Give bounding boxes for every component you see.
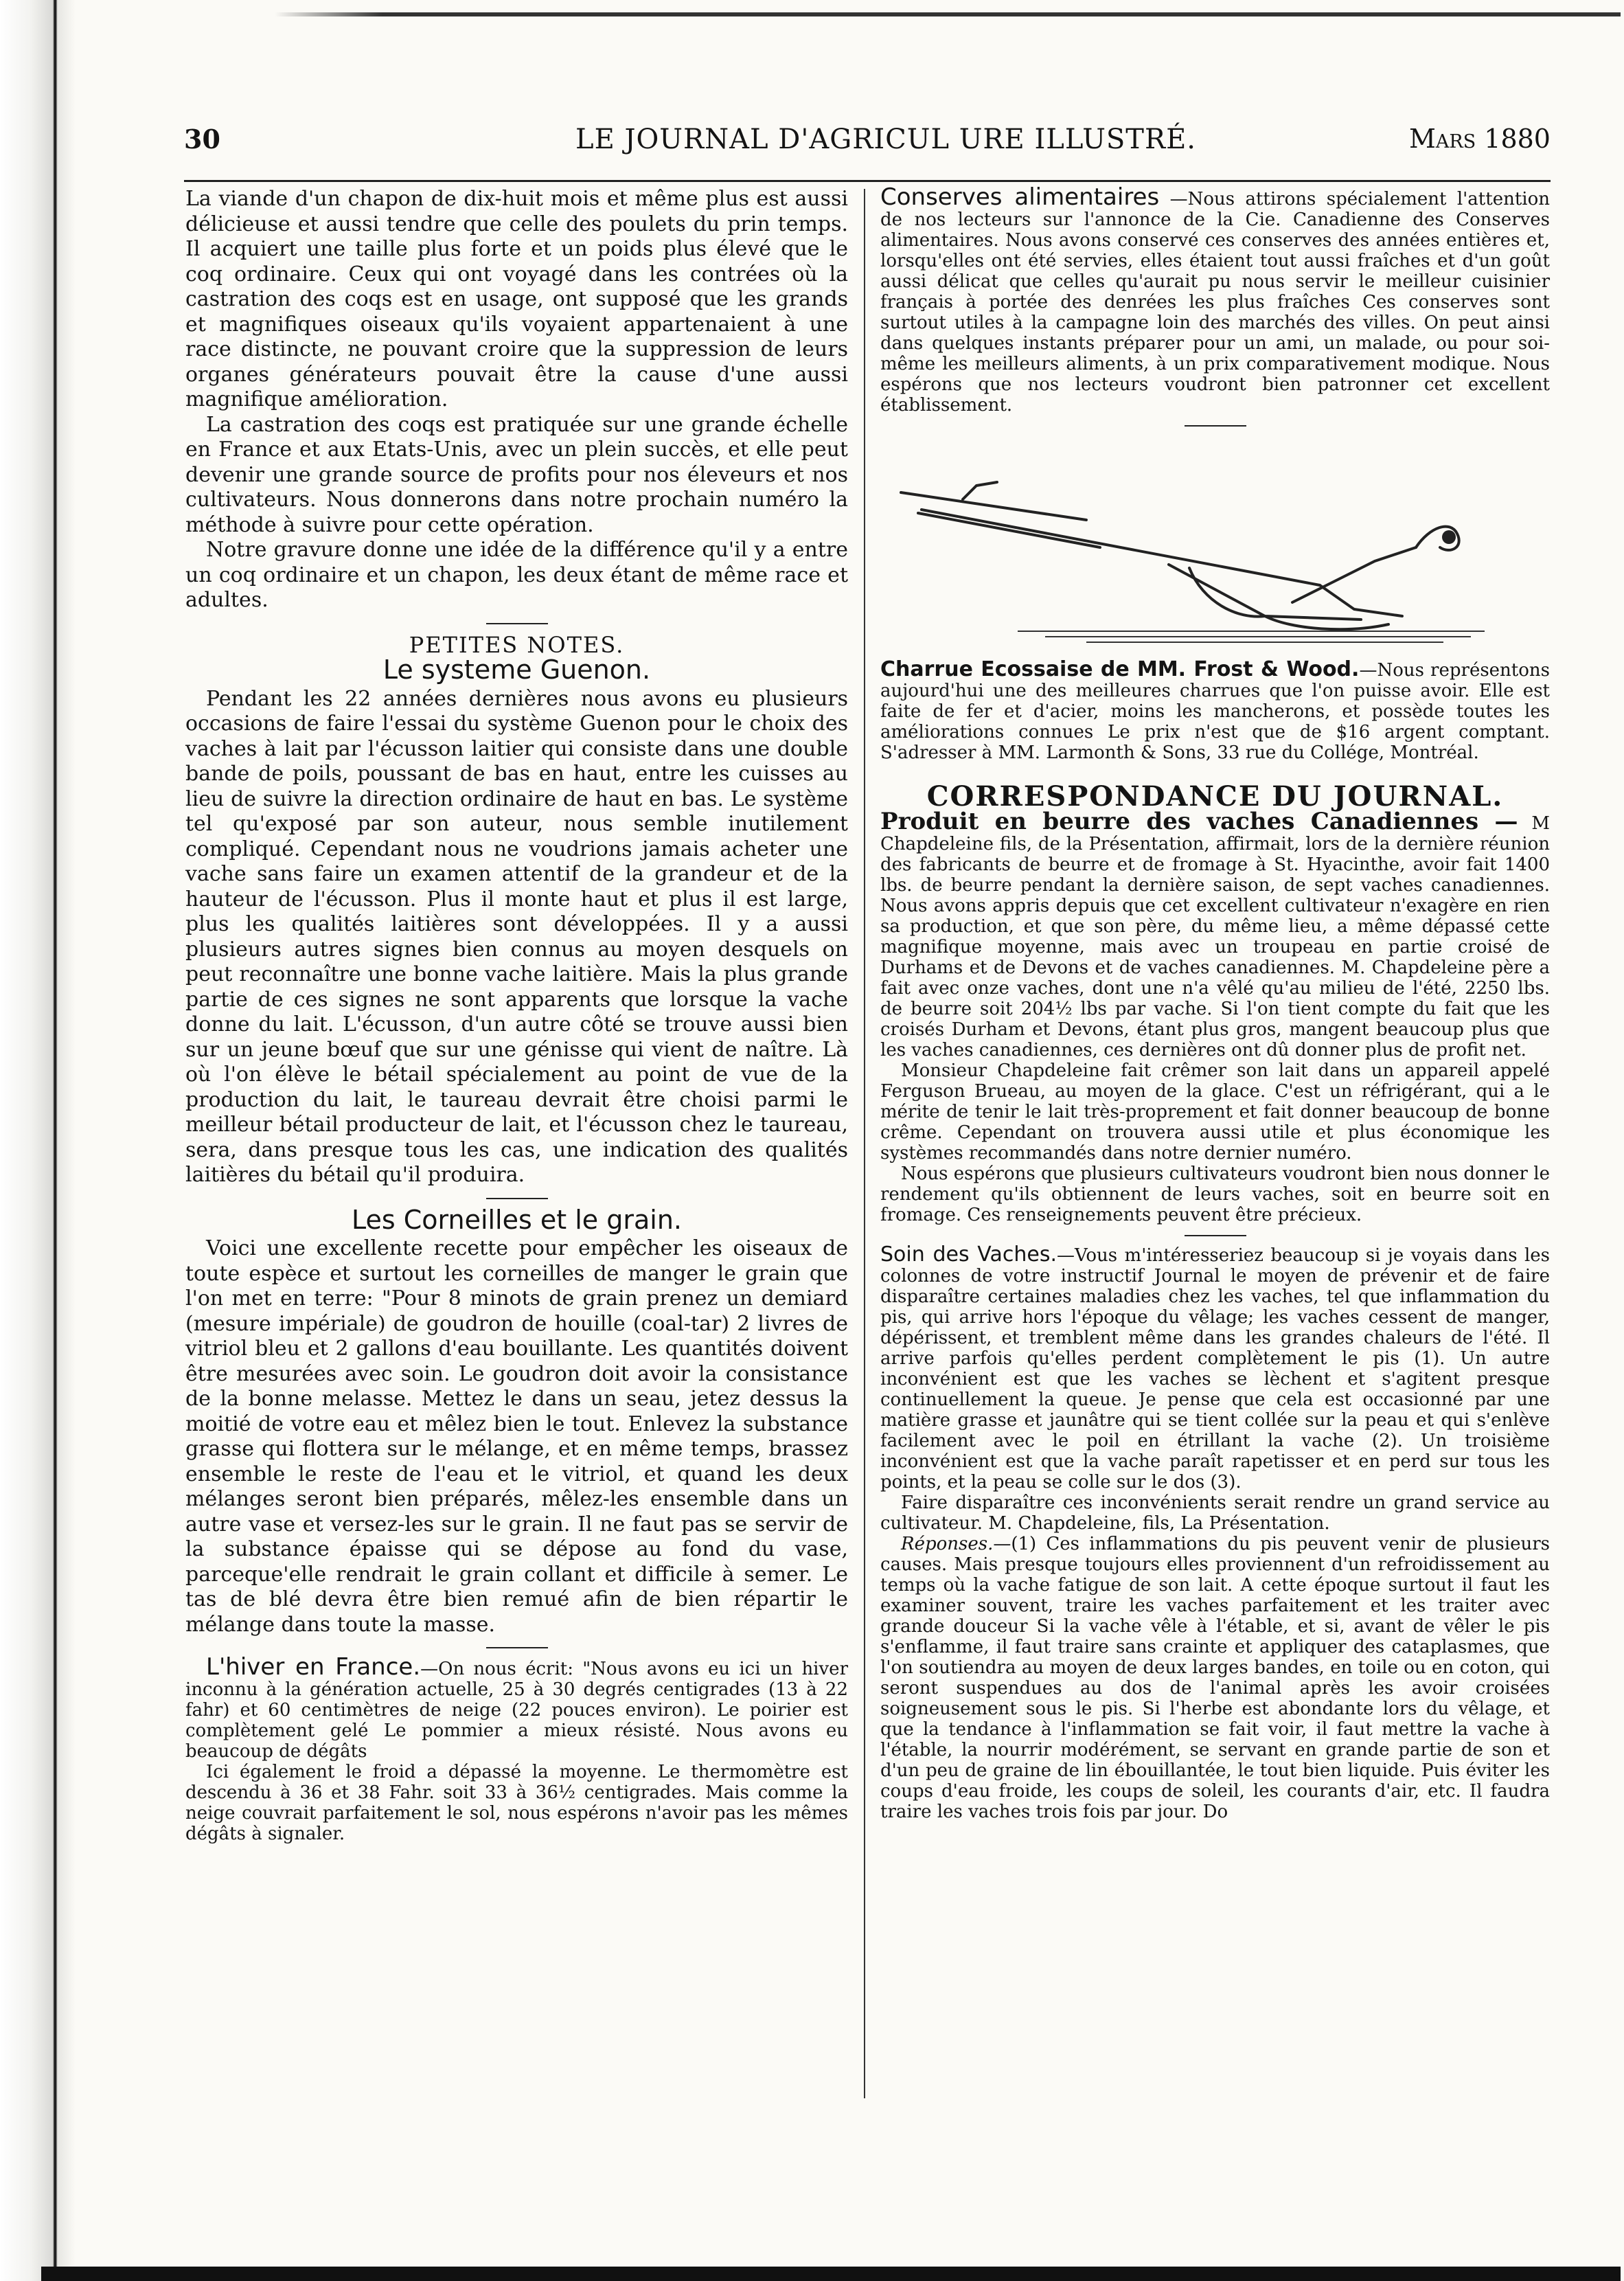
soin-heading: Soin des Vaches.: [880, 1242, 1057, 1267]
page-number: 30: [184, 124, 220, 155]
hiver-article: [185, 1653, 849, 1762]
hiver-text-2: Ici également le froid a dépassé la moyenne. Le thermomètre est descendu à 36 et 38 Fahr. soit 33 à 36½ centigrades. Mais comme la neige couvrait parfaitement le sol, nous espérons n'avoir pas les mêmes dégâts à signaler.: [185, 1762, 848, 1844]
produit-heading: Produit en beurre des vaches Canadiennes —: [880, 808, 1518, 835]
plough-illustration: [880, 444, 1498, 650]
column-divider: [864, 189, 865, 2098]
correspondance-heading: CORRESPONDANCE DU JOURNAL.: [926, 780, 1504, 813]
chapon-paragraph-3: Notre gravure donne une idée de la différence qu'il y a entre un coq ordinaire et un chapon, les deux étant de même race et adultes.: [185, 538, 848, 612]
left-column: [185, 187, 848, 1844]
hiver-text: —On nous écrit: "Nous avons eu ici un hiver inconnu à la génération actuelle, 25 à 30 degrés centigrades (13 à 22 fahr) et 60 centimètres de neige (22 pouces environ). Le poirier est complètement gelé Le pommier a mieux résisté. Nous avons eu beaucoup de dégâts: [185, 1659, 849, 1762]
right-column: [880, 183, 1551, 1822]
separator: [486, 623, 548, 624]
issue-date: Mars 1880: [1408, 124, 1551, 154]
charrue-article: [880, 659, 1550, 763]
produit-article: [880, 808, 1551, 1060]
guenon-article: Pendant les 22 années dernières nous avons eu plusieurs occasions de faire l'essai du système Guenon pour le choix des vaches à lait par l'écusson laitier qui consiste dans une double bande de poils, poussant de bas en haut, entre les cuisses au lieu de suivre la direction ordinaire de haut en bas. Le système tel qu'exposé par son auteur, nous semble inutilement compliqué. Cependant nous ne voudrions jamais acheter une vache sans faire un examen attentif de la grandeur et de la hauteur de l'écusson. Plus il monte haut et plus il est large, plus les qualités laitières sont développées. Il y a aussi plusieurs autres signes bien connus au moyen desquels on peut reconnaître une bonne vache laitière. Mais la plus grande partie de ces signes ne sont apparents que lorsque la vache donne du lait. L'écusson, d'un autre côté se trouve aussi bien sur un jeune bœuf que sur une génisse qui vient de naître. Là où l'on élève le bétail spécialement au point de vue de la production du lait, le taureau devrait être choisi parmi le meilleur bétail producteur de lait, et l'écusson chez le taureau, sera, dans presque tous les cas, une indication des qualités laitières du bétail qu'il produira.: [185, 686, 848, 1187]
separator: [486, 1647, 548, 1648]
reponses-heading: Réponses.: [901, 1534, 994, 1554]
soin-text: —Vous m'intéresseriez beaucoup si je voyais dans les colonnes de votre instructif Journal le moyen de prévenir et de faire disparaître certaines maladies chez les vaches, tel que inflammation du pis, qui arrive hors l'époque du vêlage; les vaches cessent de manger, dépérissent, et tremblent même dans les grandes chaleurs de l'été. Il arrive parfois qu'elles perdent complètement le pis (1). Un autre inconvénient est que les vaches se lèchent et s'agitent presque continuellement la queue. Je pense que cela est occasionné par une matière grasse et jaunâtre qui se tient collée sur la peau et qui s'enlève facilement avec le poil en étrillant la vache (2). Un troisième inconvénient est que la vache paraît rapetisser et en perd sur tous les points, et la peau se colle sur le dos (3).: [880, 1245, 1551, 1493]
soin-text-2: Faire disparaître ces inconvénients serait rendre un grand service au cultivateur. M. Chapdeleine, fils, La Présentation.: [880, 1493, 1550, 1534]
conserves-text: —Nous attirons spécialement l'attention de nos lecteurs sur l'annonce de la Cie. Canadienne des Conserves alimentaires. Nous avons conservé ces conserves des années entières et, lorsqu'elles ont été servies, elles étaient tout aussi fraîches et d'un goût aussi délicat que celles qu'aurait pu nous servir le meilleur cuisinier français à portée des denrées les plus fraîches Ces conserves sont surtout utiles à la campagne loin des marchés des villes. On peut ainsi dans quelques instants préparer pour un ami, un malade, ou pour soi-même les meilleurs aliments, à un prix comparativement modique. Nous espérons que nos lecteurs voudront bien patronner cet excellent établissement.: [880, 189, 1550, 416]
separator: [486, 1198, 548, 1199]
conserves-article: [880, 183, 1550, 416]
produit-text-3: Nous espérons que plusieurs cultivateurs voudront bien nous donner le rendement qu'ils obtiennent de leurs vaches, soit en beurre soit en fromage. Ces renseignements peuvent être précieux.: [880, 1164, 1550, 1225]
journal-title: LE JOURNAL D'AGRICUL URE ILLUSTRÉ.: [575, 124, 1197, 155]
produit-text: M Chapdeleine fils, de la Présentation, affirmait, lors de la dernière réunion des fabricants de beurre et de fromage à St. Hyacinthe, avoir fait 1400 lbs. de beurre pendant la dernière saison, de sept vaches canadiennes. Nous avons appris depuis que cet excellent cultivateur n'exagère en rien sa production, et que son père, du même lieu, a même dépassé cette magnifique moyenne, mais avec un troupeau en partie croisé de Durhams et de Devons et de vaches canadiennes. M. Chapdeleine père a fait avec onze vaches, dont une n'a vêlé qu'au milieu de l'été, 2250 lbs. de beurre soit 204½ lbs par vache. Si l'on tient compte du fait que les croisés Durham et Devons, étant plus gros, mangent beaucoup plus que les vaches canadiennes, ces dernières ont dû donner plus de profit net.: [880, 813, 1551, 1060]
page-header: [184, 124, 1551, 172]
top-edge: [275, 12, 1621, 16]
charrue-heading: Charrue Ecossaise de MM. Frost & Wood.: [880, 657, 1360, 681]
binding-edge: [0, 0, 76, 2281]
bottom-edge: [41, 2267, 1621, 2281]
corneilles-article: Voici une excellente recette pour empêcher les oiseaux de toute espèce et surtout les corneilles de manger le grain que l'on met en terre: "Pour 8 minots de grain prenez un demiard (mesure impériale) de goudron de houille (coal-tar) 2 livres de vitriol bleu et 2 gallons d'eau bouillante. Les quantités doivent être mesurées avec soin. Le goudron doit avoir la consistance de la bonne melasse. Mettez le dans un seau, jetez dessus la moitié de votre eau et mêlez bien le tout. Enlevez la substance grasse qui flottera sur le mélange, et en même temps, brassez ensemble le reste de l'eau et le vitriol, et quand les deux mélanges seront bien préparés, mêlez-les ensemble dans un autre vase et versez-les sur le grain. Il ne faut pas se servir de la substance épaisse qui se dépose au fond du vase, parceque'elle rendrait le grain collant et difficile à semer. Le tas de blé devra être bien remué afin de bien répartir le mélange dans toute la masse.: [185, 1236, 848, 1637]
guenon-heading: Le systeme Guenon.: [382, 655, 651, 685]
separator: [1185, 1235, 1246, 1236]
chapon-paragraph-1: La viande d'un chapon de dix-huit mois et même plus est aussi délicieuse et aussi tendre que celle des poulets du prin temps. Il acquiert une taille plus forte et un poids plus élevé que le coq ordinaire. Ceux qui ont voyagé dans les contrées où la castration des coqs est en usage, ont supposé que les grands et magnifiques oiseaux qu'ils voyaient appartenaient à une race distincte, ne pouvant croire que la suppression de leurs organes générateurs pouvait être la cause d'une aussi magnifique amélioration.: [185, 187, 848, 411]
separator: [1185, 425, 1246, 427]
hiver-heading: L'hiver en France.: [206, 1653, 421, 1681]
header-rule: [184, 180, 1551, 182]
reponses-article: [880, 1534, 1550, 1822]
reponses-text: —(1) Ces inflammations du pis peuvent venir de plusieurs causes. Mais presque toujours elles proviennent d'un refroidissement au temps où la vache fatigue de son lait. A cette époque surtout il faut les examiner souvent, traire les vaches parfaitement et les traiter avec grande douceur Si la vache vêle à l'étable, et si, avant de vêler le pis s'enflamme, il faut traire sans crainte et appliquer des cataplasmes, que l'on soutiendra au moyen de deux larges bandes, en toile ou en coton, qui seront suspendues au dos de l'animal après les avoir croisées soigneusement sous le pis. Si l'herbe est abondante lors du vêlage, et que la tendance à l'inflammation se fait voir, il faut mettre la vache à l'étable, la nourrir modérément, se servant en grande partie de son et d'un peu de graine de lin ébouillantée, le tout bien liquide. Puis éviter les coups d'eau froide, les coups de soleil, les courants d'air, etc. Il faudra traire les vaches trois fois par jour. Do: [880, 1534, 1550, 1822]
petites-notes-heading: PETITES NOTES.: [409, 631, 625, 658]
produit-text-2: Monsieur Chapdeleine fait crêmer son lait dans un appareil appelé Ferguson Brueau, au moyen de la glace. C'est un réfrigérant, qui a le mérite de tenir le lait très-proprement et fait donner beaucoup de bonne crême. Cependant on trouvera aussi utile et plus économique les systèmes recommandés dans notre dernier numéro.: [880, 1060, 1550, 1164]
soin-article: [880, 1242, 1551, 1493]
chapon-paragraph-2: La castration des coqs est pratiquée sur une grande échelle en France et aux Etats-Unis, avec un plein succès, et elle peut devenir une grande source de profits pour nos éleveurs et nos cultivateurs. Nous donnerons dans notre prochain numéro la méthode à suivre pour cette opération.: [185, 412, 848, 537]
charrue-text: —Nous représentons aujourd'hui une des meilleures charrues que l'on puisse avoir. Elle est faite de fer et d'acier, moins les mancherons, et possède toutes les améliorations connues Le prix n'est que de $16 argent comptant. S'adresser à MM. Larmonth & Sons, 33 rue du Collége, Montréal.: [880, 660, 1550, 763]
conserves-heading: Conserves alimentaires: [880, 183, 1160, 211]
corneilles-heading: Les Corneilles et le grain.: [351, 1204, 682, 1235]
